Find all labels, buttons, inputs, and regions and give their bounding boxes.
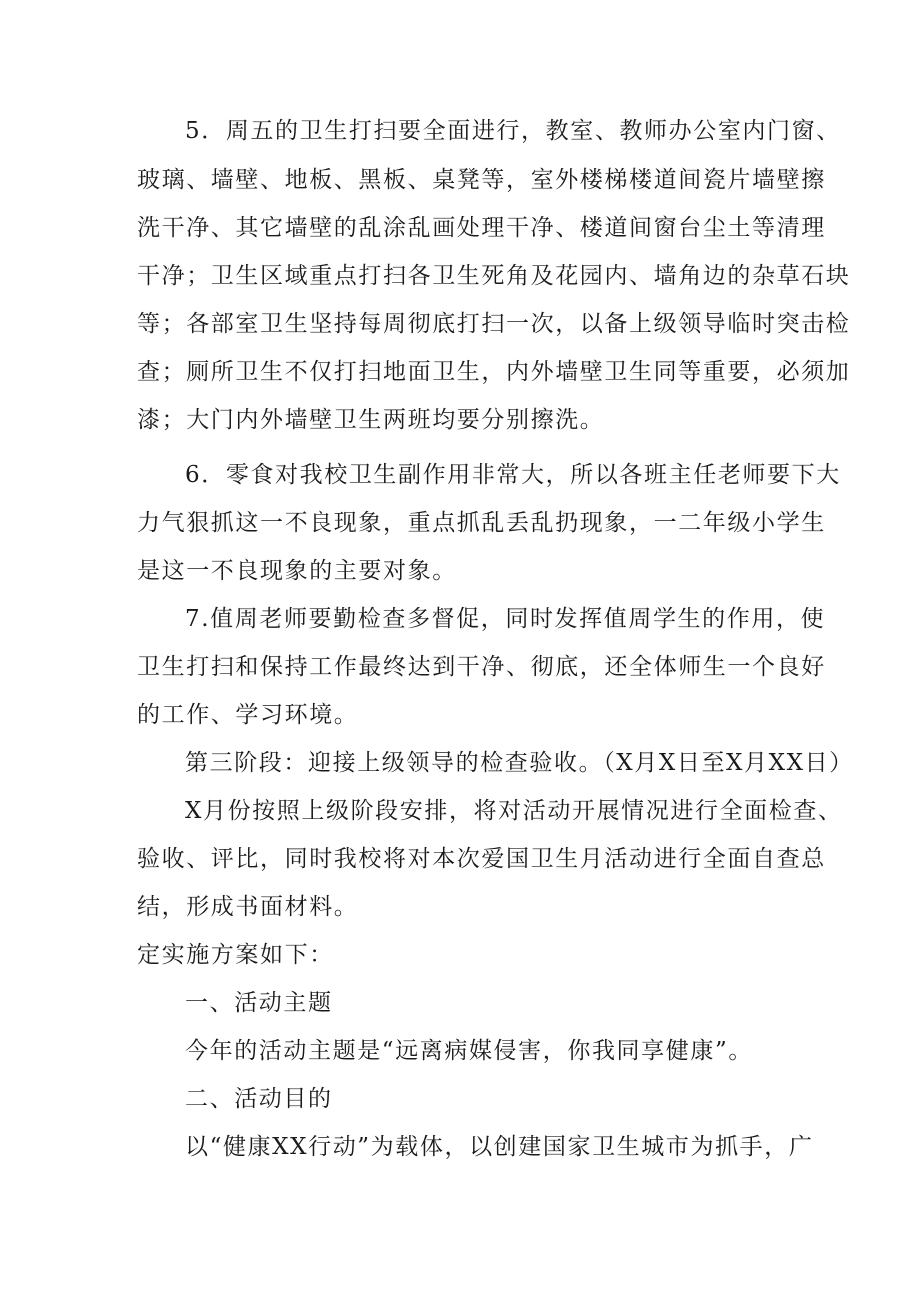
text-line-2: 玻璃、墙壁、地板、黑板、桌凳等，室外楼梯楼道间瓷片墙壁擦 [137, 167, 826, 193]
text-line-13: 的工作、学习环境。 [137, 702, 359, 728]
text-line-14: 第三阶段：迎接上级领导的检查验收。（X月X日至X月XX日） [185, 750, 854, 776]
text-line-1: 5．周五的卫生打扫要全面进行，教室、教师办公室内门窗、 [185, 118, 841, 144]
text-line-9: 力气狠抓这一不良现象，重点抓乱丢乱扔现象，一二年级小学生 [137, 510, 826, 536]
text-line-8: 6．零食对我校卫生副作用非常大，所以各班主任老师要下大 [185, 462, 841, 488]
text-line-12: 卫生打扫和保持工作最终达到干净、彻底，还全体师生一个良好 [137, 654, 826, 680]
text-line-5: 等；各部室卫生坚持每周彻底打扫一次，以备上级领导临时突击检 [137, 311, 851, 337]
section-heading-2: 二、活动目的 [185, 1086, 333, 1112]
text-line-6: 查；厕所卫生不仅打扫地面卫生，内外墙壁卫生同等重要，必须加 [137, 359, 851, 385]
text-line-4: 干净；卫生区域重点打扫各卫生死角及花园内、墙角边的杂草石块 [137, 263, 851, 289]
text-line-3: 洗干净、其它墙壁的乱涂乱画处理干净、楼道间窗台尘土等清理 [137, 215, 826, 241]
text-line-18: 定实施方案如下： [137, 942, 334, 968]
text-line-10: 是这一不良现象的主要对象。 [137, 558, 457, 584]
text-line-22: 以“健康XX行动”为载体，以创建国家卫生城市为抓手，广 [185, 1134, 814, 1160]
section-heading-1: 一、活动主题 [185, 990, 333, 1016]
text-line-11: 7.值周老师要勤检查多督促，同时发挥值周学生的作用，使 [185, 606, 826, 632]
text-line-15: X月份按照上级阶段安排，将对活动开展情况进行全面检查、 [185, 798, 843, 824]
text-line-17: 结，形成书面材料。 [137, 894, 359, 920]
text-line-16: 验收、评比，同时我校将对本次爱国卫生月活动进行全面自查总 [137, 846, 826, 872]
text-line-20: 今年的活动主题是“远离病媒侵害，你我同享健康”。 [185, 1038, 753, 1064]
text-line-7: 漆；大门内外墙壁卫生两班均要分别擦洗。 [137, 407, 605, 433]
